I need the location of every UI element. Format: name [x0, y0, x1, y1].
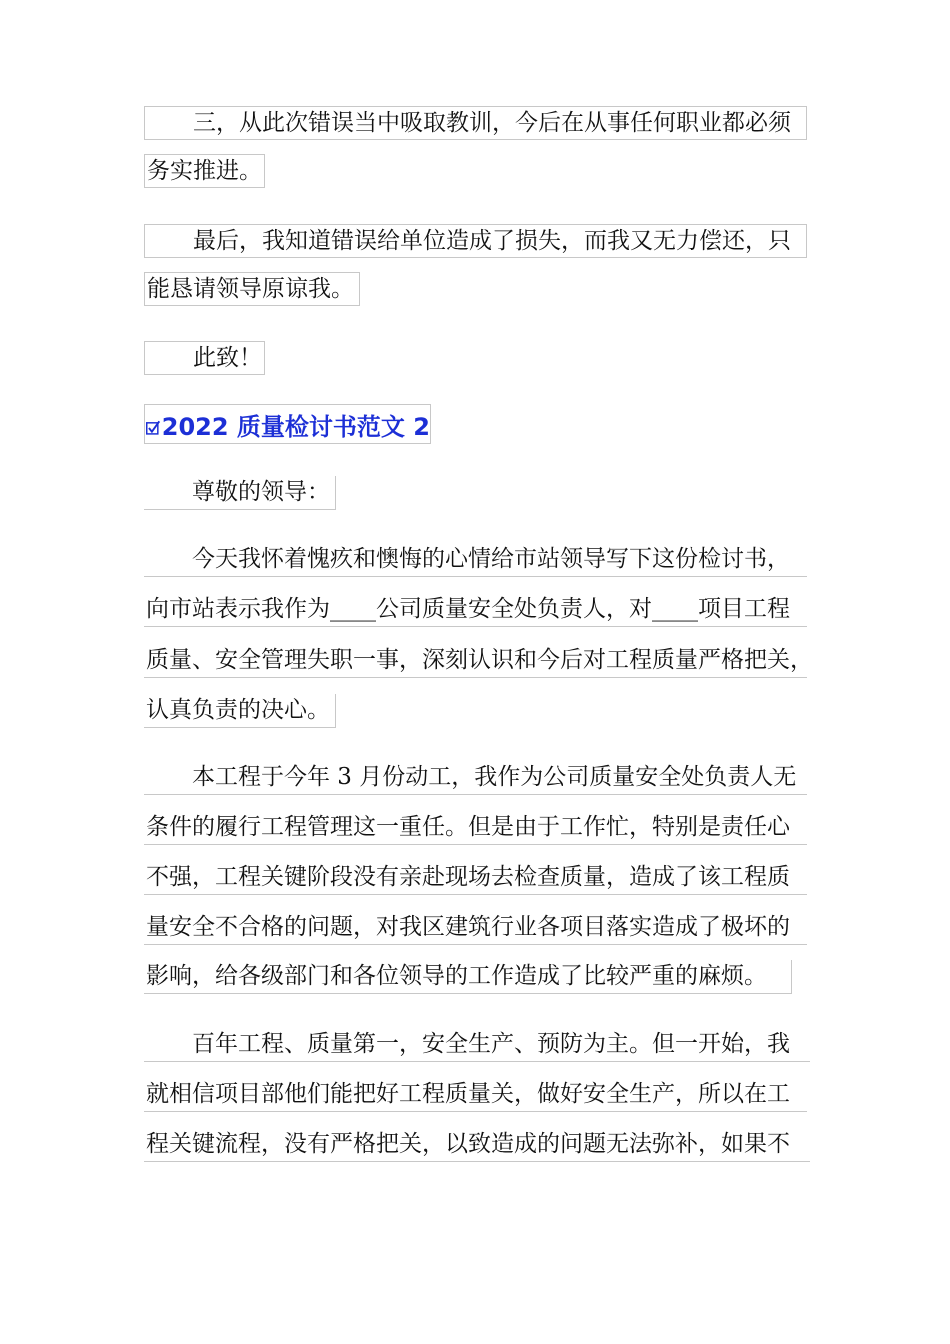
paragraph-line: 三，从此次错误当中吸取教训，今后在从事任何职业都必须 — [144, 106, 807, 140]
section-heading-text: 2022 质量检讨书范文 2 — [161, 412, 430, 441]
paragraph-line: 务实推进。 — [144, 154, 265, 188]
paragraph-line: 认真负责的决心。 — [144, 694, 336, 728]
paragraph-line: 能恳请领导原谅我。 — [144, 272, 360, 306]
paragraph-line: 本工程于今年 3 月份动工，我作为公司质量安全处负责人无 — [144, 761, 807, 795]
paragraph-line: 质量、安全管理失职一事，深刻认识和今后对工程质量严格把关， — [144, 644, 807, 678]
paragraph-line: 影响，给各级部门和各位领导的工作造成了比较严重的麻烦。 — [144, 960, 792, 994]
checkbox-checked-icon — [146, 418, 161, 438]
paragraph-line: 不强，工程关键阶段没有亲赴现场去检查质量，造成了该工程质 — [144, 861, 807, 895]
paragraph-line: 条件的履行工程管理这一重任。但是由于工作忙，特别是责任心 — [144, 811, 807, 845]
paragraph-line: 就相信项目部他们能把好工程质量关，做好安全生产，所以在工 — [144, 1078, 807, 1112]
paragraph-line: 此致！ — [144, 341, 265, 375]
paragraph-line: 百年工程、质量第一，安全生产、预防为主。但一开始，我 — [144, 1028, 810, 1062]
paragraph-line: 程关键流程，没有严格把关，以致造成的问题无法弥补，如果不 — [144, 1128, 810, 1162]
paragraph-line: 向市站表示我作为____公司质量安全处负责人，对____项目工程 — [144, 593, 807, 627]
paragraph-line: 最后，我知道错误给单位造成了损失，而我又无力偿还，只 — [144, 224, 807, 258]
section-heading — [144, 404, 431, 444]
salutation: 尊敬的领导： — [144, 476, 336, 510]
paragraph-line: 量安全不合格的问题，对我区建筑行业各项目落实造成了极坏的 — [144, 911, 807, 945]
paragraph-line: 今天我怀着愧疚和懊悔的心情给市站领导写下这份检讨书， — [144, 543, 807, 577]
